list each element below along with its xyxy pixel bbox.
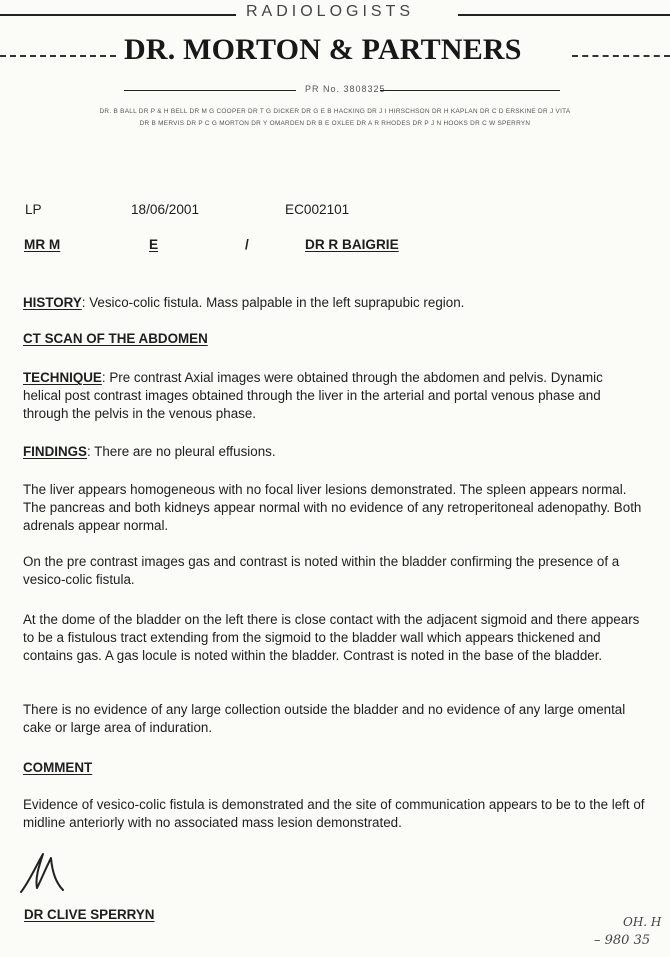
dept-title: RADIOLOGISTS: [246, 3, 415, 20]
findings-paragraph: On the pre contrast images gas and contrast is noted within the bladder confirming the presence of a vesico-colic fistula.: [23, 554, 620, 587]
name-rule-right: [572, 55, 670, 57]
pr-number: PR No. 3808325: [305, 84, 386, 94]
findings-section: [23, 443, 653, 461]
exam-title: CT SCAN OF THE ABDOMEN: [23, 331, 208, 346]
signature-scribble-icon: [15, 848, 75, 900]
comment-label: COMMENT: [23, 760, 93, 775]
referring-doctor: DR R BAIGRIE: [305, 237, 399, 252]
signer-name: DR CLIVE SPERRYN: [24, 907, 155, 922]
findings-paragraph: There is no evidence of any large collection outside the bladder and no evidence of any large omental cake or large area of induration.: [23, 702, 626, 735]
history-label: HISTORY: [23, 295, 82, 310]
findings-paragraph: At the dome of the bladder on the left there is close contact with the adjacent sigmoid and there appears to be a fistulous tract extending from the sigmoid to the bladder wall which appears thickened and contains gas. A gas locule is noted within the bladder. Contrast is noted in the base of the bladder.: [23, 612, 640, 663]
technique-label: TECHNIQUE: [23, 370, 102, 385]
patient-separator: /: [245, 237, 249, 252]
technique-text: : Pre contrast Axial images were obtained through the abdomen and pelvis. Dynamic helical post contrast images obtained through the liver in the arterial and portal venous phase and through the pelvis in the venous phase.: [23, 370, 603, 421]
history-text: : Vesico-colic fistula. Mass palpable in the left suprapubic region.: [81, 295, 465, 310]
report-reference: EC002101: [285, 202, 350, 217]
typist-initials: LP: [25, 202, 42, 217]
top-rule-left: [0, 14, 236, 16]
patient-title: MR M: [24, 237, 61, 252]
pr-rule-left: [124, 90, 296, 91]
technique-section: [23, 369, 623, 423]
findings-label: FINDINGS: [23, 444, 87, 459]
handwritten-note-line2: – 980 35: [594, 933, 651, 948]
top-rule-right: [458, 14, 670, 16]
name-rule-left: [0, 55, 116, 57]
doctors-list-line2: DR B MERVIS DR P C G MORTON DR Y OMARDEN DR B E OXLEE DR A R RHODES DR P J N HOOKS DR C W SPERRYN: [139, 120, 531, 127]
pr-rule-right: [380, 90, 560, 91]
practice-name: DR. MORTON & PARTNERS: [124, 33, 522, 66]
findings-paragraph: The liver appears homogeneous with no focal liver lesions demonstrated. The spleen appears normal. The pancreas and both kidneys appear normal with no evidence of any retroperitoneal adenopathy. Both adrenals appear normal.: [23, 482, 642, 533]
history-section: [23, 294, 653, 312]
patient-initial: E: [149, 237, 159, 252]
handwritten-note-line1: OH. H: [623, 915, 662, 929]
doctors-list-line1: DR. B BALL DR P & H BELL DR M G COOPER DR T G DICKER DR G E B HACKING DR J I HIRSCHSON DR H KAPLAN DR C D ERSKINE DR J VITA: [99, 108, 571, 115]
comment-text: Evidence of vesico-colic fistula is demonstrated and the site of communication appears to be to the left of midline anteriorly with no associated mass lesion demonstrated.: [23, 797, 645, 830]
findings-text: : There are no pleural effusions.: [86, 444, 276, 459]
report-date: 18/06/2001: [131, 202, 200, 217]
